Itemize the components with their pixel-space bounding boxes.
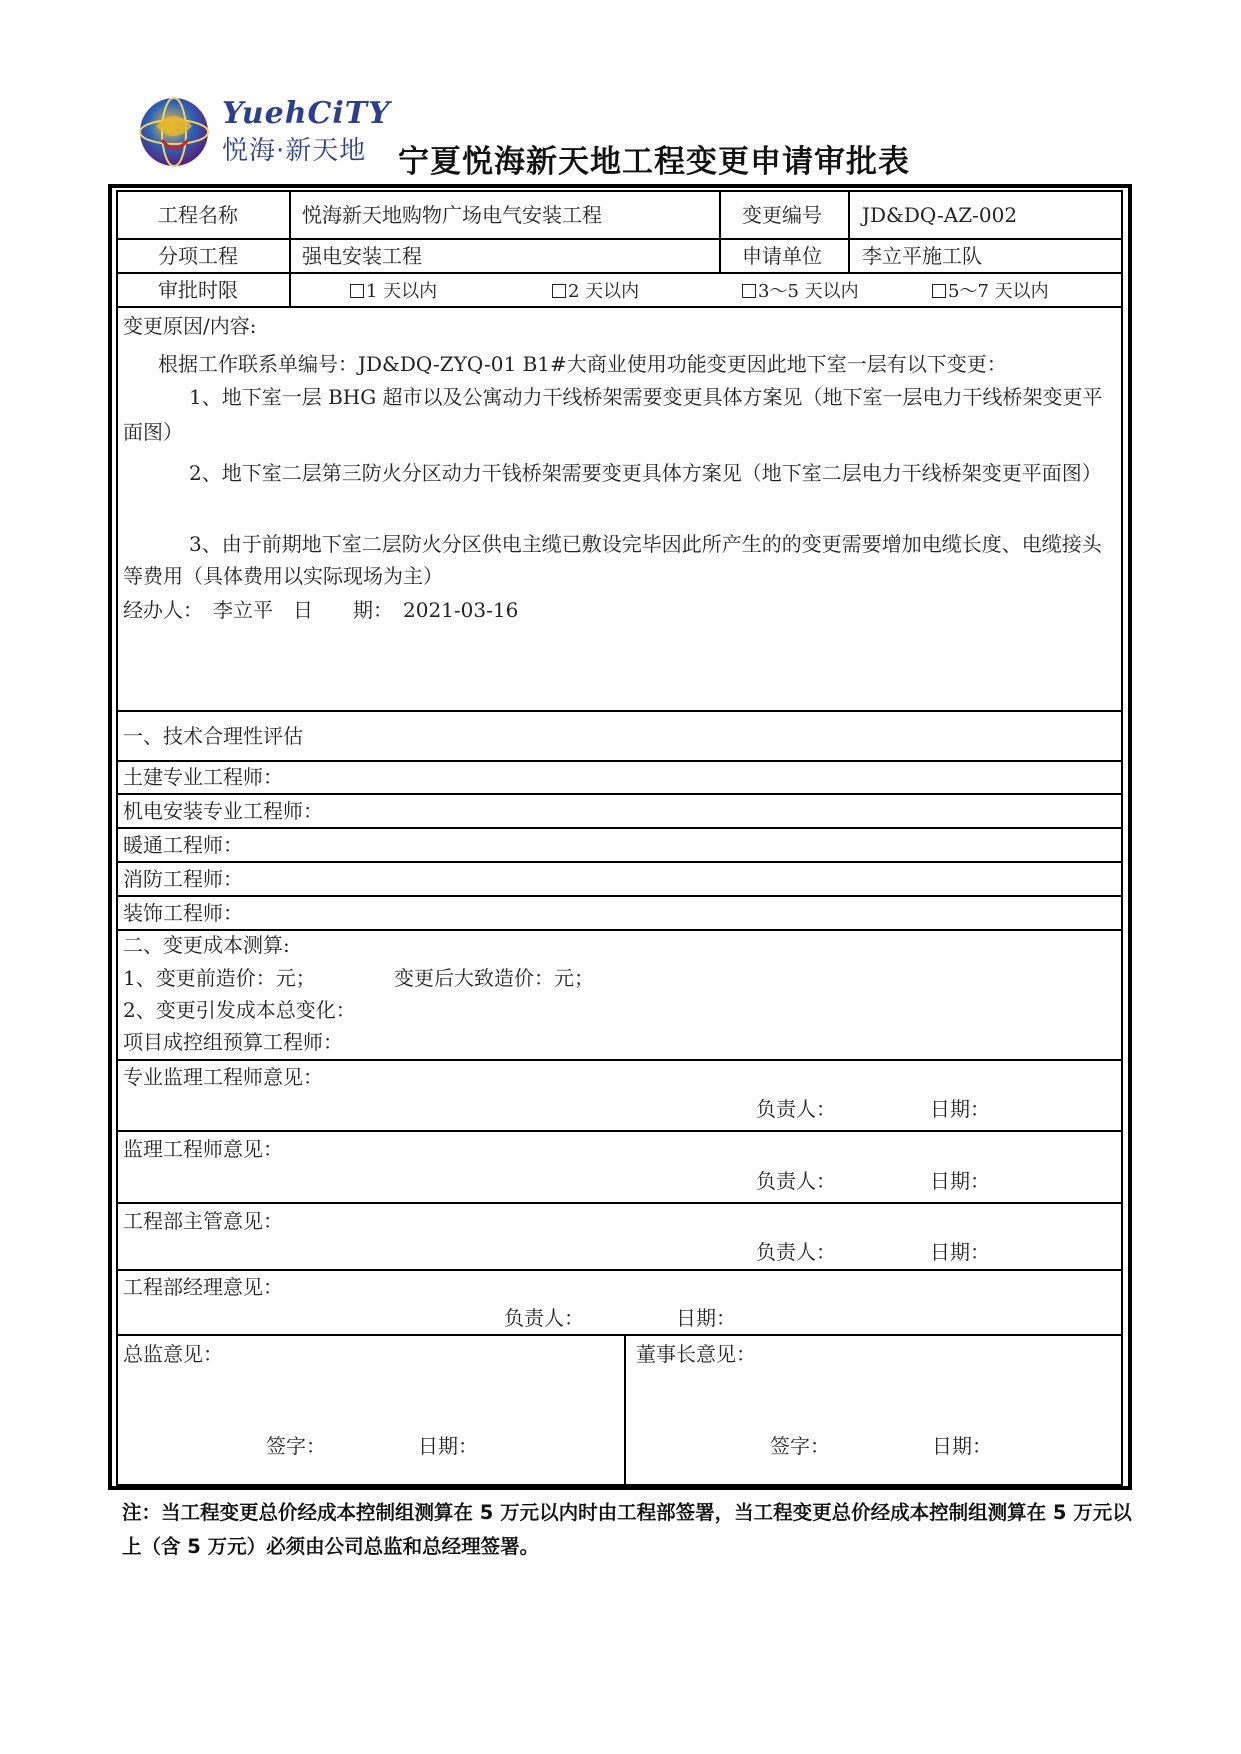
checkbox-icon[interactable] xyxy=(932,284,946,298)
sign-label: 签字： xyxy=(266,1434,326,1458)
date-label: 日期： xyxy=(930,1097,990,1121)
approval-label: 审批时限 xyxy=(158,278,238,302)
row-divider xyxy=(116,306,1123,308)
responsible-label: 负责人： xyxy=(756,1169,836,1193)
cost-total: 2、变更引发成本总变化： xyxy=(123,998,356,1022)
row-divider xyxy=(116,238,1123,240)
specialist-opinion: 专业监理工程师意见： xyxy=(123,1065,323,1089)
decor-engineer: 装饰工程师： xyxy=(123,901,243,925)
mep-engineer: 机电安装专业工程师： xyxy=(123,799,323,823)
row-divider xyxy=(116,1269,1123,1271)
company-logo xyxy=(138,96,391,174)
chief-opinion: 总监意见： xyxy=(123,1342,223,1366)
checkbox-icon[interactable] xyxy=(552,284,566,298)
row-divider xyxy=(116,1130,1123,1132)
sub-project-label: 分项工程 xyxy=(158,244,238,268)
sign-date-label: 日期： xyxy=(418,1434,478,1458)
responsible-label: 负责人： xyxy=(504,1306,584,1330)
content-item-1: 1、地下室一层 BHG 超市以及公寓动力干线桥架需要变更具体方案见（地下室一层电力干线桥架变更平面图） xyxy=(123,385,1103,444)
row-divider xyxy=(116,710,1123,712)
checkbox-icon[interactable] xyxy=(742,284,756,298)
checkbox-icon[interactable] xyxy=(350,284,364,298)
option-3[interactable]: 3～5 天以内 xyxy=(742,280,859,304)
cost-before: 1、变更前造价：元； xyxy=(123,966,316,990)
applicant-value: 李立平施工队 xyxy=(862,244,982,268)
row-divider xyxy=(116,861,1123,863)
supervisor-opinion: 监理工程师意见： xyxy=(123,1137,283,1161)
col-divider xyxy=(848,190,850,272)
cost-heading: 二、变更成本测算: xyxy=(123,933,290,957)
project-name-value: 悦海新天地购物广场电气安装工程 xyxy=(302,203,602,227)
dept-manager-opinion: 工程部经理意见： xyxy=(123,1275,283,1299)
brand-cn: 悦海·新天地 xyxy=(222,136,367,166)
chairman-opinion: 董事长意见： xyxy=(636,1342,756,1366)
option-1[interactable]: 1 天以内 xyxy=(350,280,437,304)
change-no-label: 变更编号 xyxy=(742,203,822,227)
change-no-value: JD&DQ-AZ-002 xyxy=(862,203,1018,227)
cost-engineer: 项目成控组预算工程师： xyxy=(123,1030,343,1054)
row-divider xyxy=(116,1059,1123,1061)
cost-after: 变更后大致造价：元； xyxy=(394,966,594,990)
option-4[interactable]: 5～7 天以内 xyxy=(932,280,1049,304)
row-divider xyxy=(116,793,1123,795)
option-2[interactable]: 2 天以内 xyxy=(552,280,639,304)
date-label: 日期： xyxy=(930,1240,990,1264)
fire-engineer: 消防工程师： xyxy=(123,867,243,891)
col-divider xyxy=(624,1334,626,1486)
row-divider xyxy=(116,929,1123,931)
content-heading: 变更原因/内容: xyxy=(123,314,257,338)
col-divider xyxy=(289,190,291,306)
civil-engineer: 土建专业工程师： xyxy=(123,765,283,789)
row-divider xyxy=(116,760,1123,762)
page-title: 宁夏悦海新天地工程变更申请审批表 xyxy=(398,144,910,180)
content-item-3: 3、由于前期地下室二层防火分区供电主缆已敷设完毕因此所产生的的变更需要增加电缆长度、电缆接头等费用（具体费用以实际现场为主） xyxy=(123,532,1102,588)
col-divider xyxy=(719,190,721,272)
content-item-2: 2、地下室二层第三防火分区动力干钱桥架需要变更具体方案见（地下室二层电力干线桥架变更平面图） xyxy=(189,461,1102,485)
row-divider xyxy=(116,827,1123,829)
row-divider xyxy=(116,1334,1123,1336)
sign-date-label: 日期： xyxy=(932,1434,992,1458)
row-divider xyxy=(116,272,1123,274)
sub-project-value: 强电安装工程 xyxy=(302,244,422,268)
sign-label: 签字： xyxy=(770,1434,830,1458)
brand-en: YuehCiTY xyxy=(222,96,391,131)
project-name-label: 工程名称 xyxy=(158,203,238,227)
dept-head-opinion: 工程部主管意见： xyxy=(123,1209,283,1233)
responsible-label: 负责人： xyxy=(756,1097,836,1121)
responsible-label: 负责人： xyxy=(756,1240,836,1264)
content-intro: 根据工作联系单编号：JD&DQ-ZYQ-01 B1#大商业使用功能变更因此地下室一层有以下变更： xyxy=(158,352,1007,376)
date-label: 日期： xyxy=(676,1306,736,1330)
tech-heading: 一、技术合理性评估 xyxy=(123,724,303,748)
footer-note: 注：当工程变更总价经成本控制组测算在 5 万元以内时由工程部签署，当工程变更总价经成本控制组测算在 5 万元以上（含 5 万元）必须由公司总监和总经理签署。 xyxy=(122,1501,1132,1558)
row-divider xyxy=(116,1202,1123,1204)
applicant-label: 申请单位 xyxy=(742,244,822,268)
hvac-engineer: 暖通工程师： xyxy=(123,833,243,857)
row-divider xyxy=(116,895,1123,897)
date-label: 日期： xyxy=(930,1169,990,1193)
handler-date: 经办人： 李立平 日 期： 2021-03-16 xyxy=(123,598,519,622)
